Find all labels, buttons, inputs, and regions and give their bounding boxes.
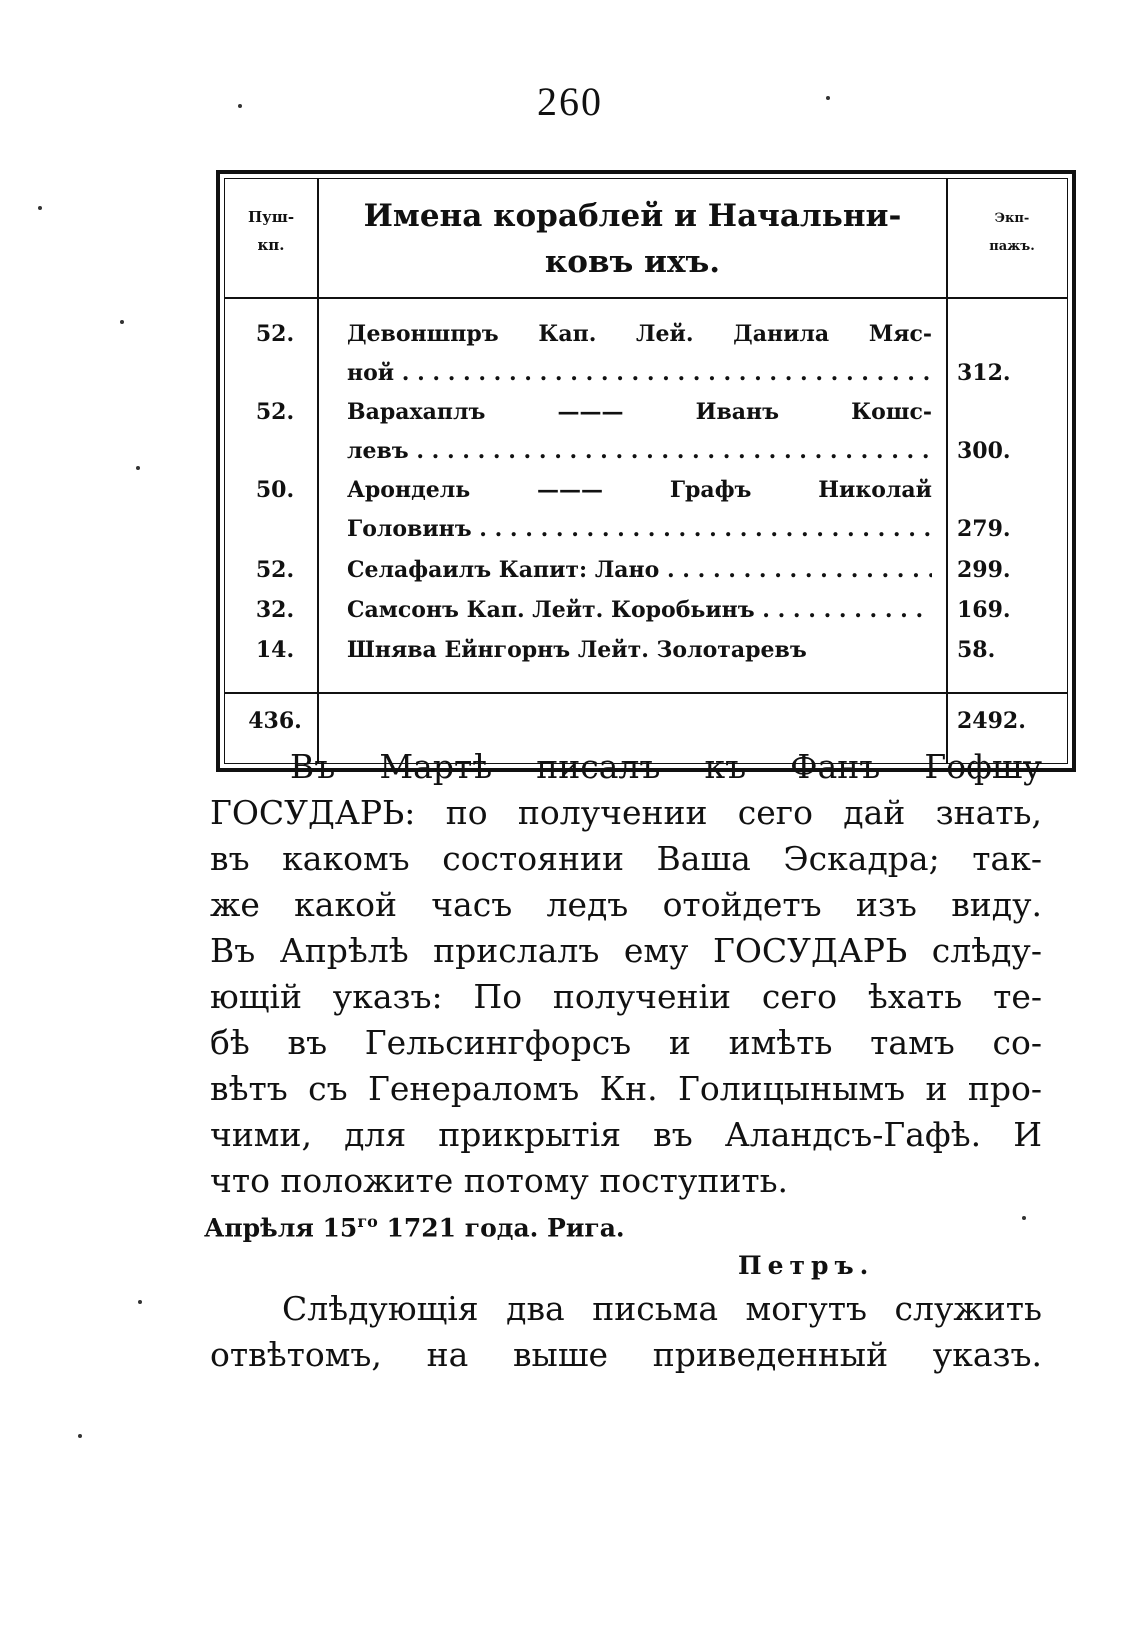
text-line: Въ Апрѣлѣ прислалъ ему ГОСУДАРЬ слѣду- <box>210 931 1042 970</box>
text-line: вѣтъ съ Генераломъ Кн. Голицынымъ и про- <box>210 1069 1042 1108</box>
date-ordinal: го <box>357 1212 378 1231</box>
print-speck <box>138 1300 142 1304</box>
table-row <box>225 629 1077 671</box>
row-crew: 312. <box>957 360 1011 386</box>
row-ship-name: Шнява Ейнгорнъ Лейт. Золотаревъ <box>347 637 807 663</box>
date-text: Апрѣля 15 <box>204 1213 358 1243</box>
row-crew: 169. <box>957 597 1011 623</box>
header-guns <box>225 203 317 259</box>
print-speck <box>826 96 830 100</box>
row-ship-name: Варахаплъ ——— Иванъ Кошс- <box>347 399 932 425</box>
totals-rule <box>225 692 1067 694</box>
header-ship-names <box>319 193 946 285</box>
row-guns: 50. <box>255 477 295 503</box>
row-ship-name: ной . . . <box>347 352 932 394</box>
ships-table <box>216 170 1076 772</box>
row-crew: 300. <box>957 438 1011 464</box>
print-speck <box>136 466 140 470</box>
table-row <box>225 352 1077 394</box>
row-ship-name: левъ . . . <box>347 430 932 472</box>
row-guns: 52. <box>255 557 295 583</box>
date-place: 1721 года. Рига. <box>377 1213 625 1243</box>
header-names-line: ковъ ихъ. <box>544 244 721 280</box>
table-row <box>225 469 1077 511</box>
row-ship-name: Девоншпръ Кап. Лей. Данила Мяс- <box>347 321 932 347</box>
row-ship-name: Самсонъ Кап. Лейт. Коробьинъ . . . <box>347 589 932 631</box>
table-row <box>225 430 1077 472</box>
table-row <box>225 589 1077 631</box>
row-guns: 52. <box>255 321 295 347</box>
header-guns-line: кп. <box>257 236 285 254</box>
row-guns: 32. <box>255 597 295 623</box>
print-speck <box>78 1434 82 1438</box>
text-line: же какой часъ ледъ отойдетъ изъ виду. <box>210 885 1042 924</box>
print-speck <box>38 206 42 210</box>
header-guns-line: Пуш- <box>247 208 295 226</box>
closing-paragraph <box>210 1286 1042 1378</box>
text-line: чими, для прикрытія въ Аландсъ-Гафѣ. И <box>210 1115 1042 1154</box>
header-crew-line: Экп- <box>994 211 1030 226</box>
table-row <box>225 391 1077 433</box>
row-ship-name: Селафаилъ Капит: Лано . . . <box>347 549 932 591</box>
row-crew: 279. <box>957 516 1011 542</box>
print-speck <box>120 320 124 324</box>
table-row <box>225 549 1077 591</box>
header-crew <box>948 205 1076 261</box>
header-crew-line: пажъ. <box>989 239 1035 254</box>
table-row <box>225 313 1077 355</box>
letter-date <box>204 1202 625 1248</box>
row-crew: 299. <box>957 557 1011 583</box>
row-guns: 14. <box>255 637 295 663</box>
text-line: ГОСУДАРЬ: по получении сего дай знать, <box>210 793 1042 832</box>
table-totals-row <box>225 700 1077 742</box>
text-line: бѣ въ Гельсингфорсъ и имѣть тамъ со- <box>210 1023 1042 1062</box>
print-speck <box>238 104 242 108</box>
total-crew: 2492. <box>957 708 1026 734</box>
text-line: что положите потому поступить. <box>210 1161 789 1200</box>
text-line: Въ Мартѣ писалъ къ Фанъ Гофшу <box>290 747 1042 786</box>
text-line: ющій указъ: По полученіи сего ѣхать те- <box>210 977 1042 1016</box>
letter-paragraph <box>210 744 1042 1204</box>
row-crew: 58. <box>957 637 996 663</box>
table-inner-frame <box>224 178 1068 764</box>
text-line: Слѣдующія два письма могутъ служить <box>282 1289 1042 1328</box>
row-guns: 52. <box>255 399 295 425</box>
page-number: 260 <box>537 79 603 124</box>
row-ship-name: Головинъ . . . <box>347 508 932 550</box>
print-speck <box>1022 1216 1026 1220</box>
total-guns: 436. <box>248 708 302 734</box>
header-names-line: Имена кораблей и Начальни- <box>363 198 902 234</box>
signature: Петръ. <box>738 1251 875 1280</box>
header-rule <box>225 297 1067 299</box>
row-ship-name: Арондель ——— Графъ Николай <box>347 477 932 503</box>
text-line: отвѣтомъ, на выше приведенный указъ. <box>210 1335 1042 1374</box>
text-line: въ какомъ состоянии Ваша Эскадра; так- <box>210 839 1042 878</box>
table-row <box>225 508 1077 550</box>
